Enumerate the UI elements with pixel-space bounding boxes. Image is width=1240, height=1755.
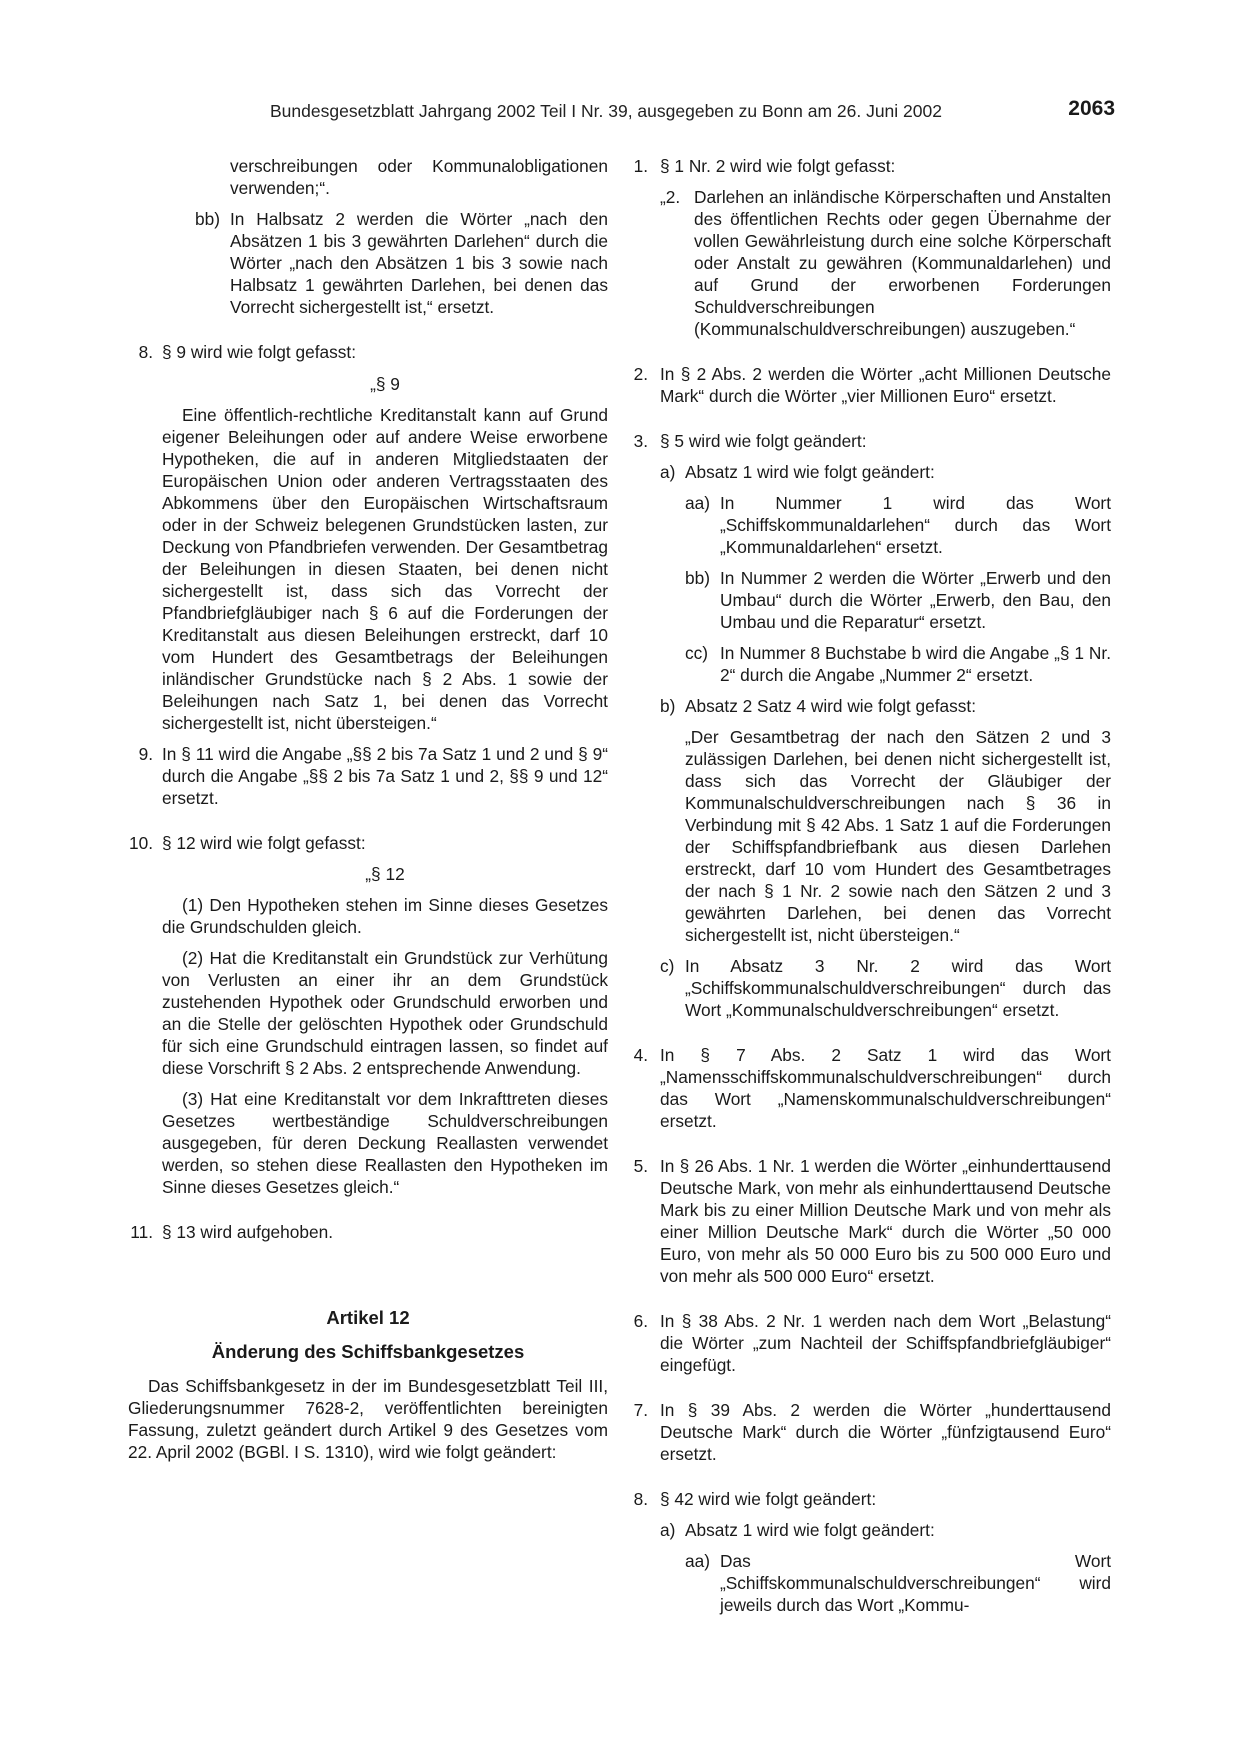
right-item-3a-cc-label: cc) — [685, 643, 709, 663]
right-item-3a-cc-text: In Nummer 8 Buchstabe b wird die Angabe „§ 1 Nr. 2“ durch die Angabe „Nummer 2“ ersetzt. — [720, 643, 1111, 685]
article-title: Artikel 12 — [326, 1307, 410, 1328]
subitem-bb — [128, 208, 608, 318]
right-item-8a-aa — [632, 1550, 1111, 1616]
right-item-1-number: 1. — [633, 156, 648, 176]
right-item-2 — [632, 363, 1111, 407]
section-9-heading: „§ 9 — [370, 374, 400, 394]
item-10-number: 10. — [128, 833, 153, 853]
right-item-3a-bb-label: bb) — [685, 568, 710, 588]
right-item-8 — [632, 1488, 1111, 1510]
right-item-8a-aa-text: Das Wort „Schiffskommunalschuldverschreibungen“ wird jeweils durch das Wort „Kommu- — [720, 1551, 1111, 1615]
right-item-3a-cc — [632, 642, 1111, 686]
right-item-3c-label: c) — [660, 956, 675, 976]
subitem-bb-text: In Halbsatz 2 werden die Wörter „nach den Absätzen 1 bis 3 gewährten Darlehen“ durch die Wörter „nach den Absätzen 1 bis 3 sowie nach Halbsatz 1 gewährten Darlehen, bei denen das Vorrecht sichergestellt ist,“ ersetzt. — [230, 209, 608, 317]
item-8 — [128, 341, 608, 363]
right-item-7-number: 7. — [633, 1400, 648, 1420]
right-item-3a-aa — [632, 492, 1111, 558]
right-item-8a — [632, 1519, 1111, 1541]
section-12-heading: „§ 12 — [365, 864, 405, 884]
item-8-text: § 9 wird wie folgt gefasst: — [162, 342, 357, 362]
right-item-3a-bb-text: In Nummer 2 werden die Wörter „Erwerb und den Umbau“ durch die Wörter „Erwerb, den Bau, den Umbau und die Reparatur“ ersetzt. — [720, 568, 1111, 632]
item-9 — [128, 743, 608, 809]
right-item-7 — [632, 1399, 1111, 1465]
right-item-3a-label: a) — [660, 462, 676, 482]
item-8-number: 8. — [138, 342, 153, 362]
right-item-4-number: 4. — [633, 1045, 648, 1065]
page-header — [0, 98, 1240, 124]
right-item-6-number: 6. — [633, 1311, 648, 1331]
right-item-1 — [632, 155, 1111, 177]
right-item-3b — [632, 695, 1111, 717]
right-item-8-text: § 42 wird wie folgt geändert: — [660, 1489, 877, 1509]
article-intro: Das Schiffsbankgesetz in der im Bundesgesetzblatt Teil III, Gliederungsnummer 7628-2, veröffentlichten bereinigten Fassung, zuletzt geändert durch Artikel 9 des Gesetzes vom 22. April 2002 (BGBl. I S. 1310), wird wie folgt geändert: — [128, 1376, 608, 1462]
right-item-3a-aa-text: In Nummer 1 wird das Wort „Schiffskommunaldarlehen“ durch das Wort „Kommunaldarlehen“ ersetzt. — [720, 493, 1111, 557]
item-11-number: 11. — [130, 1222, 153, 1242]
right-item-1-quote-text: Darlehen an inländische Körperschaften und Anstalten des öffentlichen Rechts oder gegen Übernahme der vollen Gewährleistung durch eine solche Körperschaft oder Anstalt zu gewähren (Kommunaldarlehen) und auf Grund der erworbenen Forderungen Schuldverschreibungen (Kommunalschuldverschreibungen) auszugeben.“ — [694, 187, 1111, 339]
right-item-5-text: In § 26 Abs. 1 Nr. 1 werden die Wörter „einhunderttausend Deutsche Mark, von mehr als einhunderttausend Deutsche Mark bis zu einer Million Deutsche Mark und von mehr als einer Million Deutsche Mark“ durch die Wörter „50 000 Euro, von mehr als 50 000 Euro bis zu 500 000 Euro und von mehr als 500 000 Euro“ ersetzt. — [660, 1156, 1111, 1286]
right-item-8a-label: a) — [660, 1520, 676, 1540]
right-item-3a-aa-label: aa) — [685, 493, 710, 513]
right-item-4 — [632, 1044, 1111, 1132]
right-item-2-number: 2. — [633, 364, 648, 384]
right-item-5-number: 5. — [633, 1156, 648, 1176]
article-subtitle: Änderung des Schiffsbankgesetzes — [211, 1341, 525, 1362]
right-item-3-number: 3. — [633, 431, 648, 451]
right-item-6-text: In § 38 Abs. 2 Nr. 1 werden nach dem Wort „Belastung“ die Wörter „zum Nachteil der Schiffspfandbriefgläubiger“ eingefügt. — [660, 1311, 1111, 1375]
right-item-8a-aa-label: aa) — [685, 1551, 710, 1571]
right-item-8-number: 8. — [633, 1489, 648, 1509]
right-item-4-text: In § 7 Abs. 2 Satz 1 wird das Wort „Namensschiffskommunalschuldverschreibungen“ durch das Wort „Namenskommunalschuldverschreibungen“ ersetzt. — [660, 1045, 1111, 1131]
right-item-3a-text: Absatz 1 wird wie folgt geändert: — [685, 462, 935, 482]
right-item-1-quote — [632, 186, 1111, 340]
right-item-6 — [632, 1310, 1111, 1376]
header-title: Bundesgesetzblatt Jahrgang 2002 Teil I Nr. 39, ausgegeben zu Bonn am 26. Juni 2002 — [270, 101, 942, 121]
section-12-paragraph-1: (1) Den Hypotheken stehen im Sinne dieses Gesetzes die Grundschulden gleich. — [162, 895, 608, 937]
item-11-text: § 13 wird aufgehoben. — [162, 1222, 334, 1242]
right-item-3 — [632, 430, 1111, 452]
right-item-3-text: § 5 wird wie folgt geändert: — [660, 431, 867, 451]
item-10 — [128, 832, 608, 854]
right-item-3a-bb — [632, 567, 1111, 633]
page-number: 2063 — [1068, 97, 1115, 120]
right-item-3c — [632, 955, 1111, 1021]
right-item-8a-text: Absatz 1 wird wie folgt geändert: — [685, 1520, 935, 1540]
item-9-number: 9. — [138, 744, 153, 764]
right-item-3b-quote: „Der Gesamtbetrag der nach den Sätzen 2 und 3 zulässigen Darlehen, bei denen nicht sichergestellt ist, dass sich das Vorrecht der Gläubiger der Kommunalschuldverschreibungen nach § 36 in Verbindung mit § 42 Abs. 1 Satz 1 auf die Forderungen der Schiffspfandbriefbank aus diesen Darlehen erstreckt, darf 10 vom Hundert des Gesamtbetrages der nach § 1 Nr. 2 sowie nach den Sätzen 2 und 3 gewährten Darlehen, bei denen das Vorrecht sichergestellt ist, nicht übersteigen.“ — [685, 727, 1111, 945]
right-item-2-text: In § 2 Abs. 2 werden die Wörter „acht Millionen Deutsche Mark“ durch die Wörter „vier Millionen Euro“ ersetzt. — [660, 364, 1111, 406]
right-item-1-text: § 1 Nr. 2 wird wie folgt gefasst: — [660, 156, 896, 176]
right-item-5 — [632, 1155, 1111, 1287]
right-item-3b-label: b) — [660, 696, 676, 716]
item-9-text: In § 11 wird die Angabe „§§ 2 bis 7a Satz 1 und 2 und § 9“ durch die Angabe „§§ 2 bis 7a Satz 1 und 2, §§ 9 und 12“ ersetzt. — [162, 744, 608, 808]
section-9-text: Eine öffentlich-rechtliche Kreditanstalt kann auf Grund eigener Beleihungen oder auf andere Weise erworbene Hypotheken, die auf in anderen Mitgliedstaaten der Europäischen Union oder anderen Vertragsstaaten des Abkommens über den Europäischen Wirtschaftsraum oder in der Schweiz belegenen Grundstücken lasten, zur Deckung von Pfandbriefen verwenden. Der Gesamtbetrag der Beleihungen in diesen Staaten, bei denen nicht sichergestellt ist, dass sich das Vorrecht der Pfandbriefgläubiger nach § 6 auf die Forderungen der Kreditanstalt aus diesen Beleihungen erstreckt, darf 10 vom Hundert des Gesamtbetrags der Beleihungen inländischer Grundstücke nach § 2 Abs. 1 sowie der Beleihungen nach Satz 1, bei denen das Vorrecht sichergestellt ist, nicht übersteigen.“ — [162, 405, 608, 733]
right-item-3a — [632, 461, 1111, 483]
item-10-text: § 12 wird wie folgt gefasst: — [162, 833, 366, 853]
section-12-paragraph-2: (2) Hat die Kreditanstalt ein Grundstück zur Verhütung von Verlusten an einer ihr an dem Grundstück zustehenden Hypothek oder Grundschuld erworben und an die Stelle der gelöschten Hypothek oder Grundschuld für sich eine Grundschuld eintragen lassen, so findet auf diese Vorschrift § 2 Abs. 2 entsprechende Anwendung. — [162, 948, 608, 1078]
item-11 — [128, 1221, 608, 1243]
section-12-paragraph-3: (3) Hat eine Kreditanstalt vor dem Inkrafttreten dieses Gesetzes wertbeständige Schuldverschreibungen ausgegeben, für deren Deckung Reallasten verwendet werden, so stehen diese Reallasten den Hypotheken im Sinne dieses Gesetzes gleich.“ — [162, 1089, 608, 1197]
continued-text: verschreibungen oder Kommunalobligationen verwenden;“. — [230, 156, 608, 198]
subitem-bb-label: bb) — [195, 209, 220, 229]
left-column — [128, 155, 608, 1463]
right-item-1-quote-label: „2. — [660, 187, 681, 207]
right-item-3b-text: Absatz 2 Satz 4 wird wie folgt gefasst: — [685, 696, 977, 716]
right-item-7-text: In § 39 Abs. 2 werden die Wörter „hunderttausend Deutsche Mark“ durch die Wörter „fünfzigtausend Euro“ ersetzt. — [660, 1400, 1111, 1464]
right-item-3c-text: In Absatz 3 Nr. 2 wird das Wort „Schiffskommunalschuldverschreibungen“ durch das Wort „Kommunalschuldverschreibungen“ ersetzt. — [685, 956, 1111, 1020]
right-column — [632, 155, 1111, 1616]
